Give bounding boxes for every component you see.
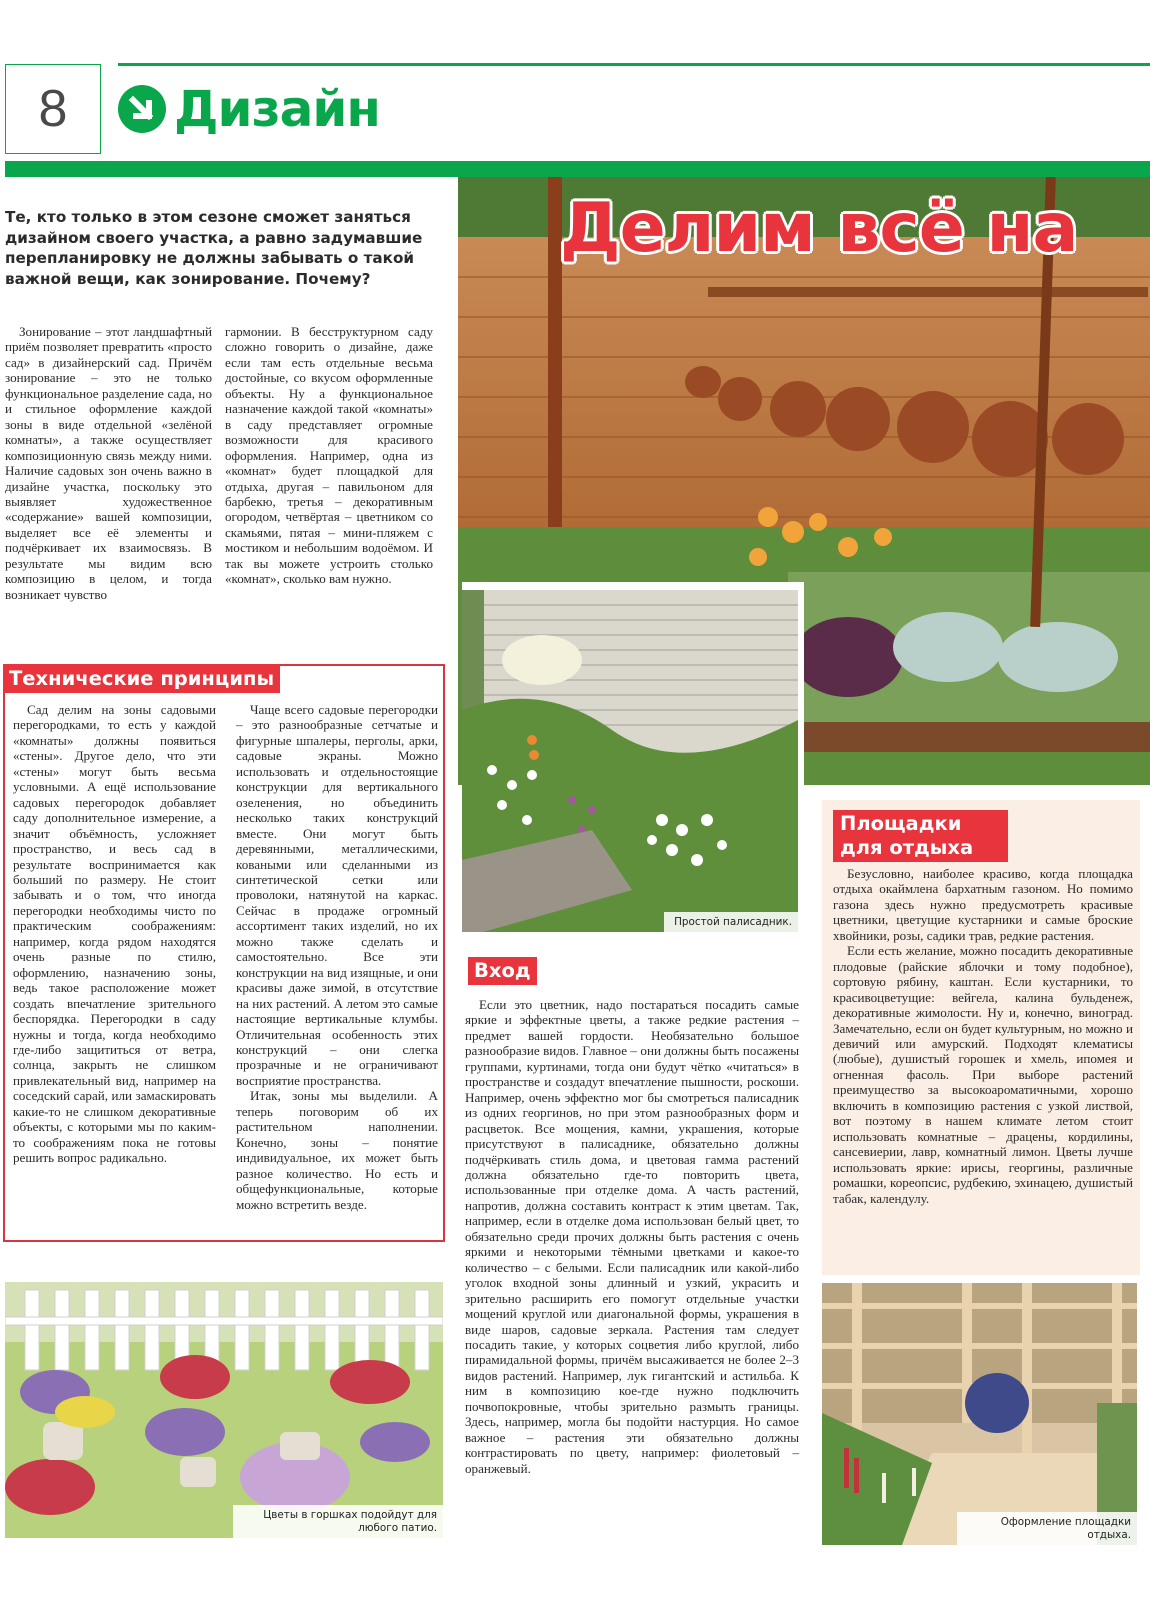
patio-caption: Оформление площадки отдыха.	[957, 1512, 1137, 1545]
section-title: Дизайн	[174, 80, 380, 138]
headline-container	[458, 177, 1150, 287]
technical-column-1	[13, 702, 216, 1166]
entry-heading: Вход	[468, 957, 537, 985]
top-rule	[118, 63, 1150, 66]
rest-area-text-1: Безусловно, наиболее красиво, когда площадка отдыха окаймлена бархатным газоном. Но помимо газона здесь нужно предусмотреть красивые цветники, цветущие кустарники и самые броские хвойники, розы, садики трав, редкие растения.	[833, 866, 1133, 943]
rest-area-text-2: Если есть желание, можно посадить декоративные плодовые (райские яблочки и тому подобное), сортовую рябину, каштан. Если кустарники, то красивоцветущие: вейгела, калина бульденеж, декоративные жимолости. Ну и, конечно, виноград. Замечательно, если он будет культурным, но можно и девичий или амурский. Подходят клематисы (любые), душистый горошек и хмель, ипомея и огненная фасоль. При выборе растений преимущество за высокоароматичными, хорошо включить в композицию растения с узкой листвой, вот поэтому в нашем климате летом стоит использовать комнатные – драцены, кордилины, сансевиерии, лавр, комнатный лимон. Цветы лучше использовать яркие: ирисы, георгины, различные ромашки, кореопсис, рудбекию, эхинацею, душистый табак, календулу.	[833, 943, 1133, 1206]
technical-text-2: Чаще всего садовые перегородки – это разнообразные сетчатые и фигурные шпалеры, перголы, арки, садовые экраны. Можно использовать и отдельностоящие конструкции для вертикального озеленения, но объединить несколько таких конструкций вместе. Они могут быть деревянными, металлическими, коваными или сделанными из синтетической сетки или проволоки, натянутой на каркас. Сейчас в продаже огромный ассортимент таких изделий, но их можно также сделать и самостоятельно. Все эти конструкции на вид изящные, и они красивы даже зимой, в отсутствие на них растений. А летом это самые настоящие вертикальные клумбы. Отличительная особенность этих конструкций – они слегка прозрачные и не ограничивают восприятие пространства.	[236, 702, 438, 1088]
pots-caption: Цветы в горшках подойдут для любого патио.	[233, 1505, 443, 1538]
flower-pots-photo	[5, 1282, 443, 1538]
rest-area-heading: Площадки для отдыха	[833, 810, 1008, 862]
lead-paragraph: Те, кто только в этом сезоне сможет заняться дизайном своего участка, а равно задумавшие перепланировку не должны забывать о такой важной вещи, как зонирование. Почему?	[5, 208, 423, 288]
rest-area-column	[833, 866, 1133, 1206]
page-number-box	[5, 64, 101, 154]
intro-text-1: Зонирование – этот ландшафтный приём позволяет превратить «просто сад» в дизайнерский сад. Причём зонирование – это не только функциональное разделение сада, но и стильное оформление каждой зоны в виде отдельной «зелёной комнаты», а также осуществляет композиционную связь между ними. Наличие садовых зон очень важно в дизайне участка, поскольку это выявляет художественное «содержание» вашей композиции, выделяет все её элементы и подчёркивает их взаимосвязь. В результате мы видим всю композицию в целом, и тогда возникает чувство	[5, 324, 212, 602]
arrow-down-right-icon	[118, 85, 166, 133]
intro-text-2: гармонии. В бесструктурном саду сложно говорить о дизайне, даже если там есть отдельные весьма достойные, со вкусом оформленные объекты. Ну а функциональное назначение каждой такой «комнаты» в саду представляет огромные возможности для красивого оформления. Например, одна из «комнат» будет площадкой для отдыха, другая – павильоном для барбекю, третья – декоративным огородом, четвёртая – цветником со скамьями, пятая – мини-пляжем с мостиком и небольшим водоёмом. И так вы можете устроить столько «комнат», сколько вам нужно.	[225, 324, 433, 587]
intro-column-2	[225, 324, 433, 587]
page-number: 8	[38, 80, 68, 138]
section-header	[118, 80, 380, 138]
technical-text-1: Сад делим на зоны садовыми перегородками, то есть у каждой «комнаты» должны появиться «стены». Другое дело, что эти «стены» могут быть весьма условными. А ещё использование садовых перегородок добавляет саду дополнительное измерение, а значит объёмность, усложняет пространство, и весь сад в результате воспринимается как больший по размеру. Не стоит забывать и о том, что иногда перегородки необходимы чисто по практическим соображениям: например, когда рядом находятся очень разные по стилю, оформлению, назначению зоны, ведь такое расположение может создать впечатление зрительного беспорядка. Перегородки в саду нужны и тогда, когда необходимо где-либо защититься от ветра, солнца, закрыть не слишком привлекательный вид, например на соседский сарай, или замаскировать какие-то не слишком декоративные объекты, с которыми мы по каким-то соображениям пока не готовы решить вопрос радикально.	[13, 702, 216, 1166]
palisade-caption: Простой палисадник.	[664, 912, 798, 932]
palisade-photo	[462, 582, 804, 938]
technical-principles-heading: Технические принципы	[3, 664, 280, 693]
patio-photo	[822, 1283, 1137, 1545]
header-band	[5, 161, 1150, 177]
entry-column	[465, 997, 799, 1476]
technical-text-3: Итак, зоны мы выделили. А теперь поговорим об их растительном наполнении. Конечно, зоны – понятие индивидуальное, их может быть разное количество. Но есть и общефункциональные, которые можно встретить везде.	[236, 1088, 438, 1212]
intro-column-1	[5, 324, 212, 602]
headline: Делим всё на	[560, 189, 1078, 268]
technical-column-2	[236, 702, 438, 1212]
entry-text: Если это цветник, надо постараться посадить самые яркие и эффектные цветы, а также редкие растения – предмет вашей гордости. Необязательно большое разнообразие видов. Главное – они должны быть посажены группами, куртинами, тогда они будут чётко «читаться» в пространстве и создадут впечатление пышности, роскоши. Например, очень эффектно мог бы смотреться палисадник из одних георгинов, но при этом разнообразных форм и расцветок. Все мощения, камни, украшения, которые присутствуют в палисаднике, обязательно должны подчёркивать стиль дома, и цветовая гамма растений должна обязательно где-то повторить цвета, использованные при отделке дома. А часть растений, напротив, должна составить контраст к этим цветам. Так, например, если в отделке дома использован белый цвет, то обязательно среди прочих должны быть растения с очень яркими и некоторыми тёмными цветками и какое-то количество – с белыми. Если палисадник или какой-либо уголок входной зоны длинный и узкий, украсить и зрительно расширить его помогут отдельные участки мощений круглой или диагональной формы, украшения в виде шаров, садовые зеркала. Растения там следует посадить такие, у которых соцветия либо круглой, либо пирамидальной формы, причём высаживается не более 2–3 видов растений. Например, лук гигантский и астильба. К ним в композицию кое-где нужно подключить почвопокровные, чтобы зрительно размыть границы. Здесь, например, могла бы подойти настурция. Но самое важное – растения эти обязательно должны контрастировать по цвету, например: фиолетовый – оранжевый.	[465, 997, 799, 1476]
